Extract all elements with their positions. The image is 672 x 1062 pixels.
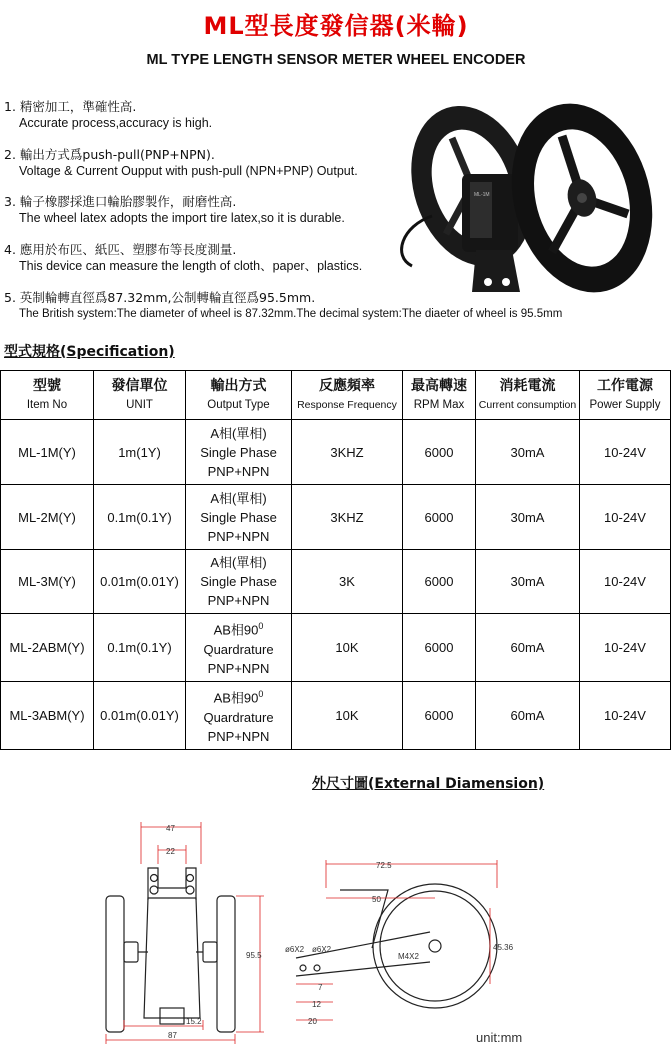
col-header: 最高轉速 RPM Max	[403, 371, 476, 420]
feature-en: This device can measure the length of cloth、paper、plastics.	[19, 259, 363, 273]
col-header: 型號 Item No	[1, 371, 94, 420]
feature-zh: 5. 英制輪轉直徑爲87.32mm,公制轉輪直徑爲95.5mm.	[4, 290, 316, 305]
table-row	[1, 485, 671, 550]
dim-label: 87	[168, 1031, 177, 1040]
feature-item	[4, 146, 404, 180]
cell-item: ML-3ABM(Y)	[1, 682, 94, 750]
dimension-drawings	[0, 808, 672, 1062]
dim-label: ø6X2	[312, 945, 332, 954]
spec-heading: 型式規格(Specification)	[4, 344, 175, 360]
cell-rpm: 6000	[403, 420, 476, 485]
dim-label: ø6X2	[285, 945, 305, 954]
feature-item	[4, 241, 404, 275]
feature-zh: 2. 輸出方式爲push-pull(PNP+NPN).	[4, 147, 215, 162]
product-label: ML-1M	[474, 192, 490, 198]
cell-current: 30mA	[476, 550, 580, 614]
cell-power: 10-24V	[580, 682, 671, 750]
page-subtitle: ML TYPE LENGTH SENSOR METER WHEEL ENCODER	[146, 52, 526, 68]
col-header: 工作電源 Power Supply	[580, 371, 671, 420]
dim-label: 12	[312, 1000, 321, 1009]
cell-current: 60mA	[476, 682, 580, 750]
cell-item: ML-1M(Y)	[1, 420, 94, 485]
cell-freq: 10K	[292, 682, 403, 750]
cell-rpm: 6000	[403, 682, 476, 750]
cell-freq: 3KHZ	[292, 420, 403, 485]
col-header: 發信單位 UNIT	[94, 371, 186, 420]
cell-rpm: 6000	[403, 550, 476, 614]
feature-en: The British system:The diameter of wheel is 87.32mm.The decimal system:The diaeter of wheel is 95.5mm	[19, 308, 563, 320]
spec-table	[0, 370, 671, 750]
table-row	[1, 420, 671, 485]
cell-output: A相(單相) Single Phase PNP+NPN	[186, 485, 292, 550]
cell-unit: 0.01m(0.01Y)	[94, 550, 186, 614]
cell-item: ML-2M(Y)	[1, 485, 94, 550]
table-header-row	[1, 371, 671, 420]
feature-en: Voltage & Current Oupput with push-pull (NPN+PNP) Output.	[19, 164, 358, 178]
dim-label: 20	[308, 1017, 317, 1026]
feature-zh: 3. 輪子橡膠採進口輪胎膠製作，耐磨性高.	[4, 194, 237, 209]
cell-current: 30mA	[476, 420, 580, 485]
cell-unit: 1m(1Y)	[94, 420, 186, 485]
dim-label: 7	[318, 983, 323, 992]
col-header: 消耗電流 Current consumption	[476, 371, 580, 420]
cell-unit: 0.1m(0.1Y)	[94, 485, 186, 550]
feature-en: The wheel latex adopts the import tire latex,so it is durable.	[19, 211, 345, 225]
cell-current: 60mA	[476, 614, 580, 682]
cell-item: ML-2ABM(Y)	[1, 614, 94, 682]
dim-label: 22	[166, 847, 175, 856]
feature-zh: 4. 應用於布匹、紙匹、塑膠布等長度測量.	[4, 242, 237, 257]
dim-label: 50	[372, 895, 381, 904]
cell-output: A相(單相) Single Phase PNP+NPN	[186, 550, 292, 614]
dim-label: 72.5	[376, 861, 392, 870]
feature-item	[4, 98, 404, 132]
col-header: 輸出方式 Output Type	[186, 371, 292, 420]
feature-en: Accurate process,accuracy is high.	[19, 116, 213, 130]
dim-label: 15.2	[186, 1017, 202, 1026]
cell-output: AB相$90^0$ Quardrature PNP+NPN	[186, 682, 292, 750]
col-header: 反應頻率 Response Frequency	[292, 371, 403, 420]
table-row	[1, 550, 671, 614]
table-row	[1, 614, 671, 682]
page-title: ML型長度發信器(米輪)	[203, 12, 469, 40]
cell-power: 10-24V	[580, 420, 671, 485]
cell-freq: 10K	[292, 614, 403, 682]
dim-label: 45.36	[493, 943, 514, 952]
feature-zh: 1. 精密加工，準確性高.	[4, 99, 137, 114]
cell-freq: 3K	[292, 550, 403, 614]
cell-unit: 0.01m(0.01Y)	[94, 682, 186, 750]
cell-rpm: 6000	[403, 485, 476, 550]
external-dimension-heading: 外尺寸圖(External Diamension)	[312, 776, 545, 792]
cell-rpm: 6000	[403, 614, 476, 682]
cell-output: AB相$90^0$ Quardrature PNP+NPN	[186, 614, 292, 682]
product-photo	[392, 86, 662, 314]
cell-power: 10-24V	[580, 614, 671, 682]
dim-label: M4X2	[398, 952, 419, 961]
table-row	[1, 682, 671, 750]
cell-item: ML-3M(Y)	[1, 550, 94, 614]
cell-power: 10-24V	[580, 485, 671, 550]
cell-unit: 0.1m(0.1Y)	[94, 614, 186, 682]
unit-label: unit:mm	[476, 1030, 523, 1045]
cell-output: A相(單相) Single Phase PNP+NPN	[186, 420, 292, 485]
cell-current: 30mA	[476, 485, 580, 550]
cell-freq: 3KHZ	[292, 485, 403, 550]
front-view-drawing	[106, 868, 235, 1032]
dim-label: 47	[166, 824, 175, 833]
cell-power: 10-24V	[580, 550, 671, 614]
feature-item	[4, 193, 404, 227]
dim-label: 95.5	[246, 951, 262, 960]
side-dimension-lines	[296, 860, 497, 1020]
